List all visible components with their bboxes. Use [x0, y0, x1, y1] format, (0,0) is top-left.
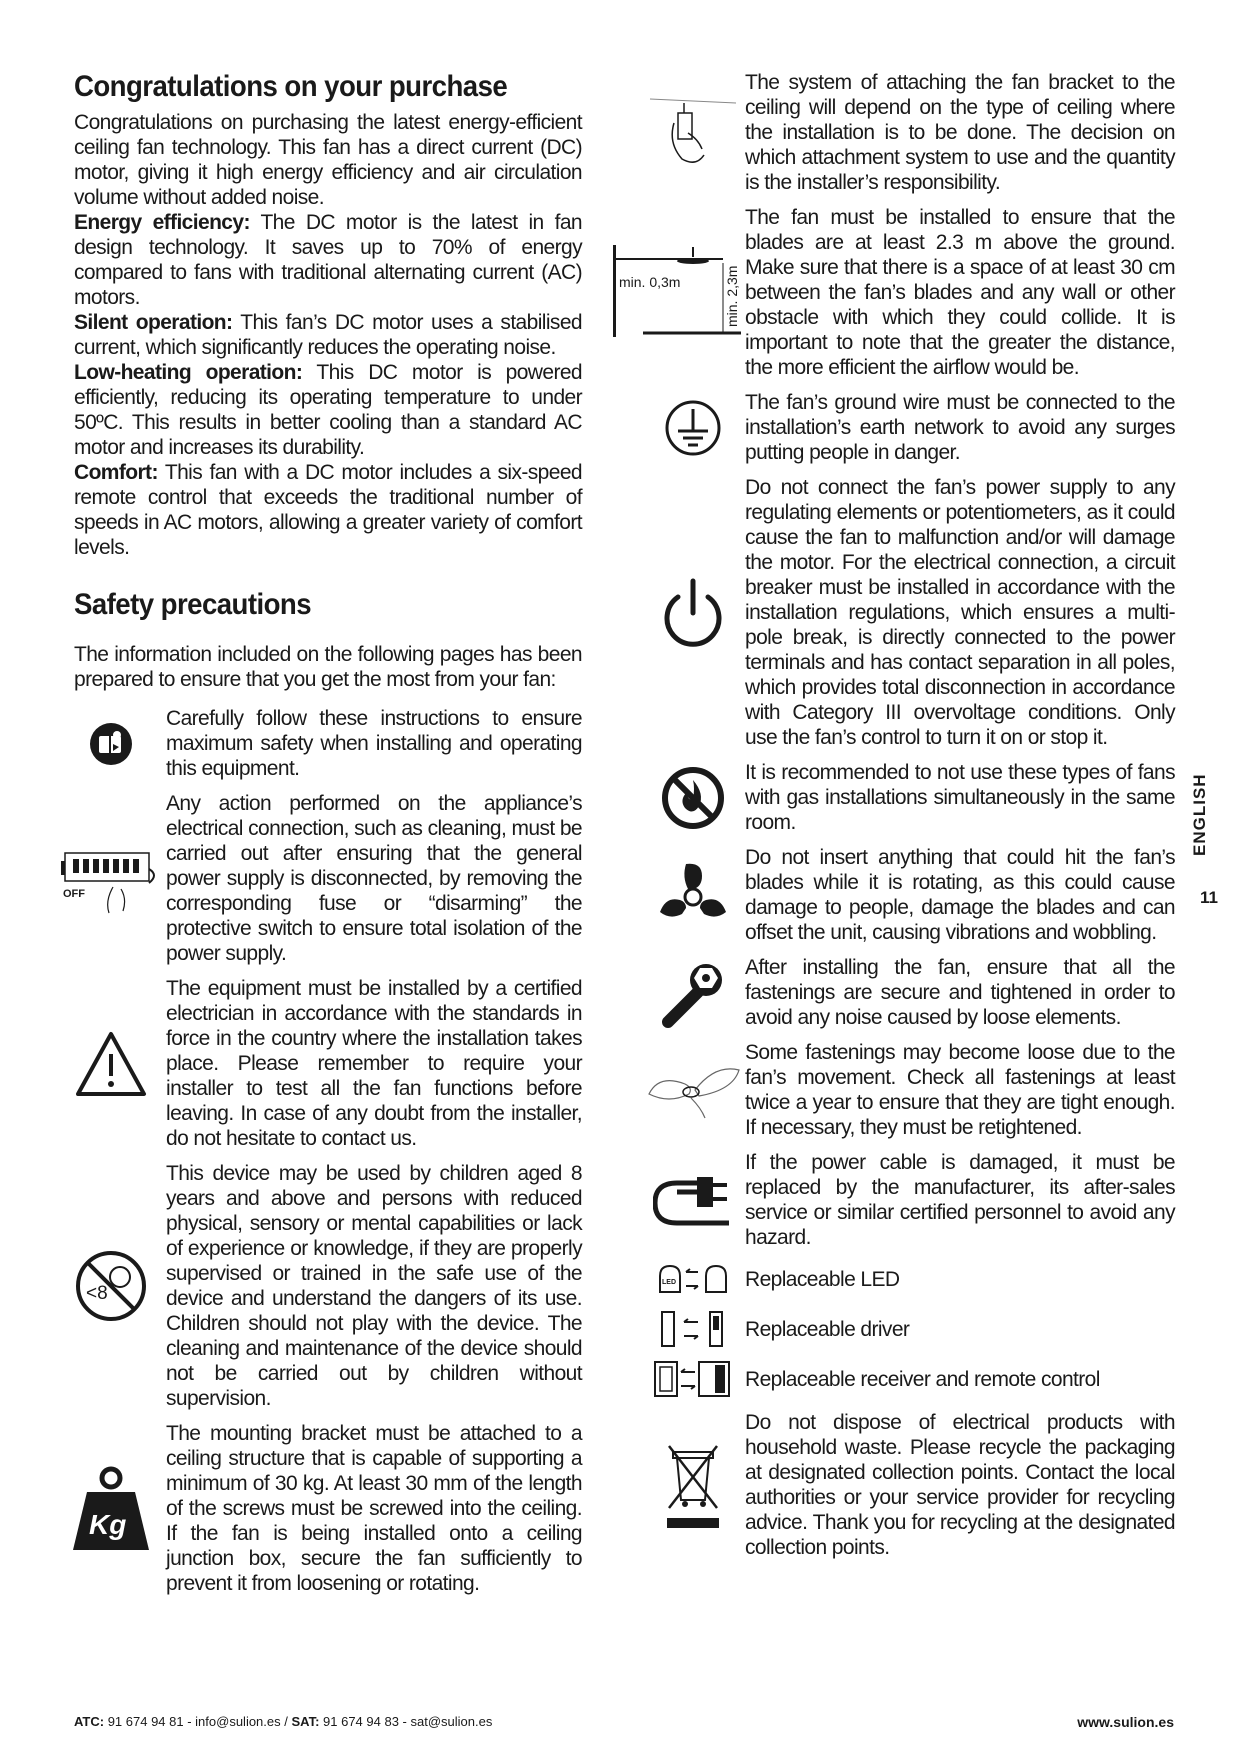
- ground-icon: [640, 399, 745, 457]
- no-children-icon: [56, 1249, 166, 1323]
- safety-section: [63, 588, 582, 1596]
- safety-item-manual: [74, 706, 582, 781]
- fan-blades-icon: [640, 860, 745, 930]
- replaceable-receiver-icon: [640, 1360, 745, 1398]
- safety-item-certified: [74, 976, 582, 1151]
- safety-item-children: [74, 1161, 582, 1411]
- sat-label: SAT:: [291, 1714, 320, 1729]
- item-text: Do not connect the fan’s power supply to any regulating elements or potentiometers, as it could cause the fan to malfunction and/or will damage the motor. For the electrical connection, a circuit breaker must be installed in accordance with the installation regulations, which ensures a multi-pole break, is directly connected to the power terminals and has contact separation in all poles, which provides total disconnection in accordance with Category III overvoltage conditions. Only use the fan’s control to turn it on or stop it.: [745, 476, 1175, 749]
- language-label: ENGLISH: [1190, 773, 1209, 856]
- safety-item-blades: [640, 845, 1175, 945]
- feature-label: Energy efficiency:: [74, 211, 250, 234]
- replaceable-led-icon: [640, 1262, 745, 1296]
- feature-comfort: [74, 460, 582, 560]
- loose-blade-icon: [640, 1060, 745, 1120]
- off-label: OFF: [63, 887, 85, 900]
- feature-low-heating: [74, 360, 582, 460]
- safety-item-receiver: [640, 1360, 1175, 1398]
- feature-text: The DC motor is the latest in fan design technology. It saves up to 70% of energy compared to fans with traditional alternating current (AC) motors.: [74, 211, 582, 309]
- led-label: LED: [661, 1279, 676, 1286]
- item-text: Do not dispose of electrical products with household waste. Please recycle the packaging at designated collection points. Contact the local authorities or your service provider for recycling advice. Thank you for recycling at the designated collection points.: [745, 1411, 1175, 1559]
- atc-label: ATC:: [74, 1714, 105, 1729]
- safety-item-led: [640, 1260, 1175, 1298]
- no-gas-icon: [640, 766, 745, 830]
- safety-item-weight: [74, 1421, 582, 1596]
- item-text: The fan must be installed to ensure that the blades are at least 2.3 m above the ground. Make sure that there is a space of at least 30 cm between the fan’s blades and any wall or other obstacle with which they could collide. It is important to note that the greater the distance, the more efficient the airflow would be.: [745, 206, 1175, 379]
- item-text: Do not insert anything that could hit the fan’s blades while it is rotating, as this could cause damage to people, damage the blades and can offset the unit, causing vibrations and wobbling.: [745, 846, 1175, 944]
- min-horizontal-label: min. 0,3m: [618, 273, 680, 290]
- feature-label: Low-heating operation:: [74, 361, 303, 384]
- safety-item-driver: [640, 1310, 1175, 1348]
- item-text: Some fastenings may become loose due to the fan’s movement. Check all fastenings at least twice a year to ensure that they are tight enough. If necessary, they must be retightened.: [745, 1041, 1175, 1139]
- breaker-off-icon: [56, 839, 166, 919]
- age-label: <8: [86, 1283, 108, 1304]
- feature-silent: [74, 310, 582, 360]
- safety-title: Safety precautions: [74, 588, 312, 621]
- safety-item-cable: [640, 1150, 1175, 1250]
- manual-icon: [56, 722, 166, 766]
- safety-item-gas: [640, 760, 1175, 835]
- item-text: The fan’s ground wire must be connected to the installation’s earth network to avoid any surges putting people in danger.: [745, 391, 1175, 464]
- sat-text: 91 674 94 83 - sat@sulion.es: [319, 1714, 493, 1729]
- item-text: After installing the fan, ensure that all the fastenings are secure and tightened in order to avoid any noise caused by loose elements.: [745, 956, 1175, 1029]
- min-vertical-label: min. 2,3m: [723, 265, 740, 327]
- item-text: Carefully follow these instructions to ensure maximum safety when installing and operating this equipment.: [166, 707, 582, 780]
- safety-item-loose: [640, 1040, 1175, 1140]
- safety-item-fastenings: [640, 955, 1175, 1030]
- feature-text: This fan’s DC motor uses a stabilised current, which significantly reduces the operating noise.: [74, 311, 582, 359]
- ceiling-bracket-icon: [640, 93, 745, 173]
- feature-text: This fan with a DC motor includes a six-speed remote control that exceeds the traditional number of speeds in AC motors, allowing a greater variety of comfort levels.: [74, 461, 582, 559]
- wrench-icon: [640, 958, 745, 1028]
- item-text: Replaceable receiver and remote control: [745, 1367, 1100, 1391]
- item-text: Any action performed on the appliance’s electrical connection, such as cleaning, must be carried out after ensuring that the general power supply is disconnected, by removing the corresponding fuse or “disarming” the protective switch to ensure total isolation of the power supply.: [166, 792, 582, 965]
- kg-label: Kg: [89, 1508, 127, 1540]
- website-link[interactable]: www.sulion.es: [1077, 1714, 1174, 1730]
- feature-label: Silent operation:: [74, 311, 233, 334]
- feature-label: Comfort:: [74, 461, 158, 484]
- safety-item-bracket: [640, 70, 1175, 195]
- right-column: [618, 70, 1175, 1560]
- power-cable-icon: [640, 1173, 745, 1227]
- intro-section: [74, 110, 582, 560]
- item-text: If the power cable is damaged, it must be replaced by the manufacturer, its after-sales service or similar certified personnel to avoid any hazard.: [745, 1151, 1175, 1249]
- safety-item-clearance: [618, 205, 1175, 380]
- safety-item-disconnect: [63, 791, 582, 966]
- item-text: This device may be used by children aged 8 years and above and persons with reduced physical, sensory or mental capabilities or lack of experience or knowledge, if they are properly supervised or trained in the safe use of the device and understand the dangers of its use. Children should not play with the device. The cleaning and maintenance of the device should not be carried out by children without supervision.: [166, 1162, 582, 1410]
- item-text: The equipment must be installed by a certified electrician in accordance with the standards in force in the country where the installation takes place. Please remember to require your installer to test all the fan functions before leaving. In case of any doubt from the installer, do not hesitate to contact us.: [166, 977, 582, 1150]
- footer-contacts: [74, 1714, 492, 1729]
- item-text: The system of attaching the fan bracket to the ceiling will depend on the type of ceiling where the installation is to be done. The decision on which attachment system to use and the quantity is the installer’s responsibility.: [745, 71, 1175, 194]
- feature-energy: [74, 210, 582, 310]
- intro-title: Congratulations on your purchase: [74, 70, 508, 103]
- left-column: [63, 70, 582, 1596]
- safety-item-ground: [640, 390, 1175, 465]
- replaceable-driver-icon: [640, 1310, 745, 1348]
- item-text: The mounting bracket must be attached to a ceiling structure that is capable of supporting a minimum of 30 kg. At least 30 mm of the length of the screws must be screwed into the ceiling. If the fan is being installed onto a ceiling junction box, secure the fan sufficiently to prevent it from loosening or rotating.: [166, 1422, 582, 1595]
- warning-icon: [56, 1030, 166, 1098]
- item-text: It is recommended to not use these types of fans with gas installations simultaneously in the same room.: [745, 761, 1175, 834]
- safety-item-power: [640, 475, 1175, 750]
- power-icon: [640, 577, 745, 649]
- item-text: Replaceable LED: [745, 1267, 900, 1291]
- page-number: 11: [1200, 888, 1218, 907]
- intro-paragraph: Congratulations on purchasing the latest energy-efficient ceiling fan technology. This fan has a direct current (DC) motor, giving it high energy efficiency and air circulation volume without added noise.: [74, 111, 582, 209]
- clearance-diagram-icon: [610, 243, 745, 343]
- item-text: Replaceable driver: [745, 1317, 910, 1341]
- safety-item-recycling: [640, 1410, 1175, 1560]
- feature-text: This DC motor is powered efficiently, reducing its operating temperature to under 50ºC. This results in better cooling than a standard AC motor and increases its durability.: [74, 361, 582, 459]
- atc-text: 91 674 94 81 - info@sulion.es /: [104, 1714, 292, 1729]
- safety-intro: The information included on the following pages has been prepared to ensure that you get the most from your fan:: [74, 643, 582, 691]
- side-tab: [1190, 770, 1220, 907]
- weee-bin-icon: [640, 1440, 745, 1530]
- weight-icon: [56, 1466, 166, 1552]
